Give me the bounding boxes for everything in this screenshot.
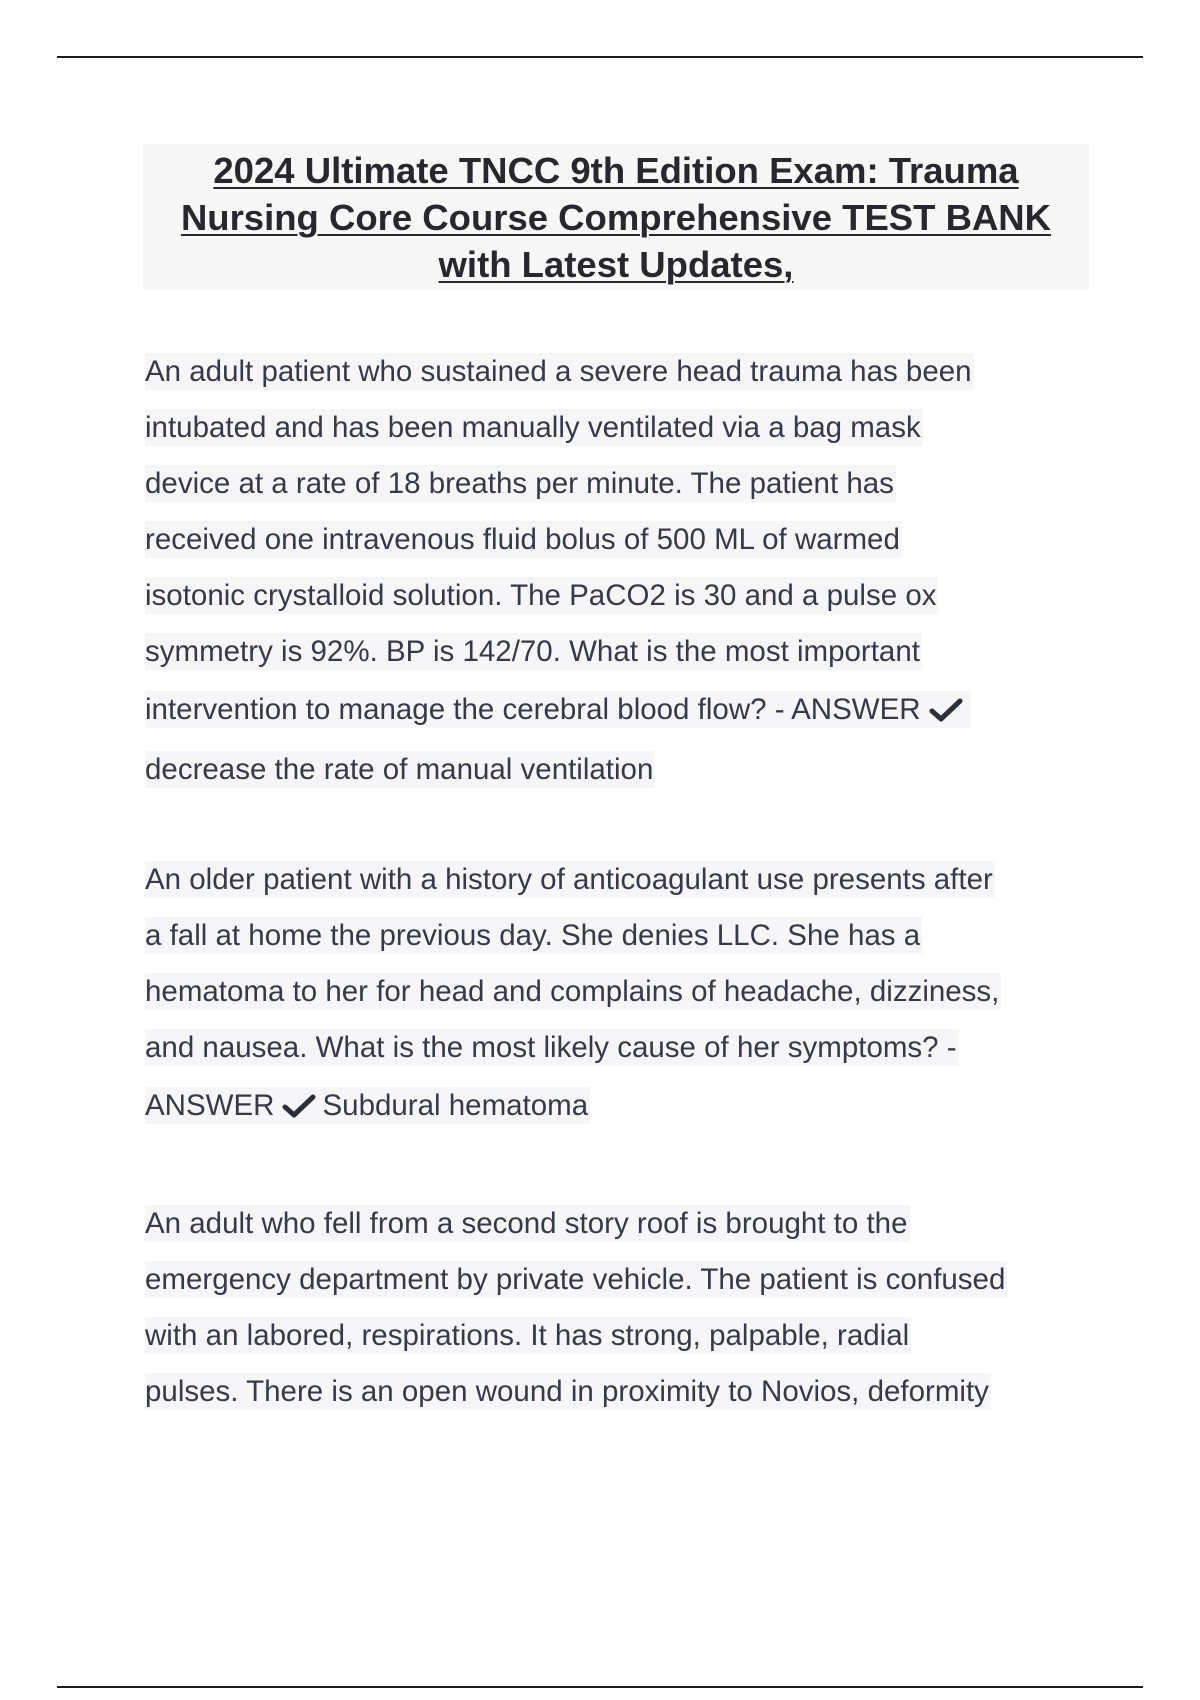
title-block <box>143 144 1089 290</box>
question-line: hematoma to her for head and complains of headache, dizziness, <box>145 975 1000 1008</box>
answer-line: decrease the rate of manual ventilation <box>145 753 654 786</box>
document-title: 2024 Ultimate TNCC 9th Edition Exam: Trauma Nursing Core Course Comprehensive TEST BANK with Latest Updates, <box>180 149 1052 285</box>
question-line: and nausea. What is the most likely cause of her symptoms? - <box>145 1031 957 1064</box>
top-rule <box>57 56 1143 58</box>
answer-line: ANSWER Subdural hematoma <box>145 1089 589 1122</box>
question-block-3 <box>145 1196 1105 1420</box>
question-line: An adult patient who sustained a severe head trauma has been <box>145 355 972 388</box>
question-line: received one intravenous fluid bolus of 500 ML of warmed <box>145 523 900 556</box>
question-line: intubated and has been manually ventilated via a bag mask <box>145 411 921 444</box>
question-line: isotonic crystalloid solution. The PaCO2 is 30 and a pulse ox <box>145 579 937 612</box>
question-line: symmetry is 92%. BP is 142/70. What is the most important <box>145 635 920 668</box>
question-line: intervention to manage the cerebral blood flow? - ANSWER <box>145 680 1105 740</box>
question-block-1 <box>145 344 1105 800</box>
question-line: An adult who fell from a second story roof is brought to the <box>145 1207 908 1240</box>
question-line: with an labored, respirations. It has strong, palpable, radial <box>145 1319 910 1352</box>
question-line: a fall at home the previous day. She denies LLC. She has a <box>145 919 921 952</box>
checkmark-icon <box>282 1093 316 1119</box>
question-line: emergency department by private vehicle. The patient is confused <box>145 1263 1006 1296</box>
question-line: An older patient with a history of anticoagulant use presents after <box>145 863 993 896</box>
question-block-2 <box>145 852 1105 1136</box>
bottom-rule <box>57 1686 1143 1688</box>
checkmark-icon <box>929 697 963 723</box>
question-line: device at a rate of 18 breaths per minute. The patient has <box>145 467 894 500</box>
question-line: pulses. There is an open wound in proximity to Novios, deformity <box>145 1375 989 1408</box>
